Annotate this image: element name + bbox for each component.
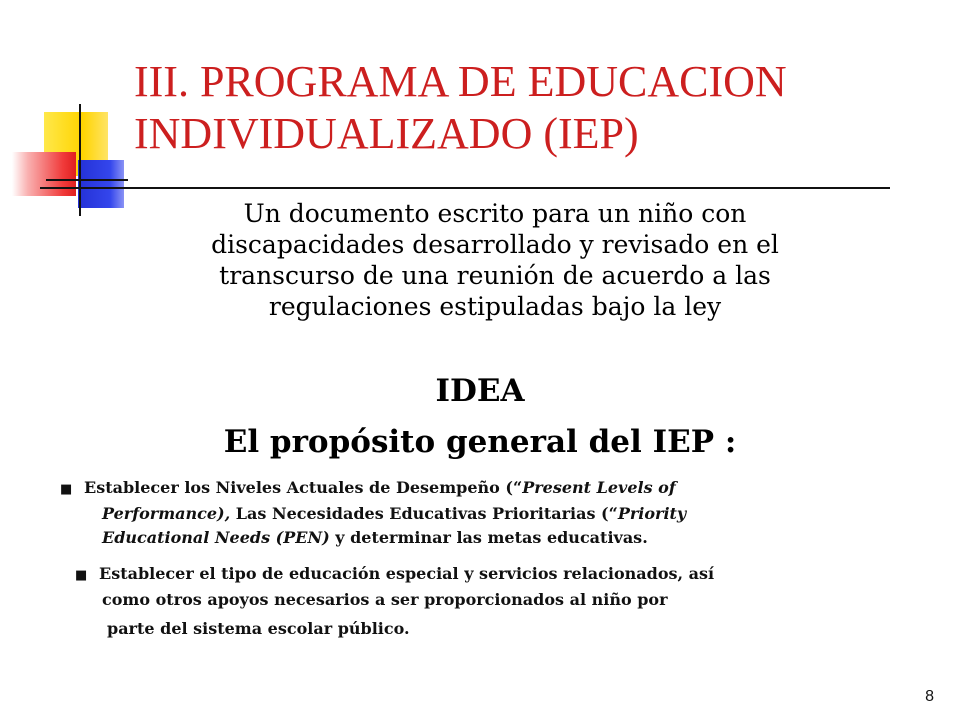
bullet-2-line-1: Establecer el tipo de educación especial y servicios relacionados, así (99, 564, 715, 583)
bullet-1-text-f: Educational Needs (PEN) (102, 528, 330, 547)
bullet-1-text-d: Las Necesidades Educativas Prioritarias (“ (230, 504, 618, 523)
title-underline (40, 187, 890, 189)
bullet-item-1 (60, 476, 686, 550)
intro-line-2: discapacidades desarrollado y revisado en el (211, 230, 779, 259)
bullet-1-text-c: Performance), (102, 504, 231, 523)
decorative-vertical-line (79, 104, 81, 216)
bullet-2-line-3: parte del sistema escolar público. (107, 619, 410, 638)
bullet-1-text-a: Establecer los Niveles Actuales de Desempeño (“ (84, 478, 523, 497)
idea-heading: IDEA (435, 373, 525, 409)
intro-line-3: transcurso de una reunión de acuerdo a las (219, 261, 771, 290)
page-number: 8 (925, 688, 934, 705)
purpose-heading: El propósito general del IEP : (223, 424, 737, 460)
bullet-square-icon: ■ (60, 482, 73, 497)
decorative-red-square (12, 152, 76, 196)
bullet-2-line-2: como otros apoyos necesarios a ser proporcionados al niño por (102, 590, 668, 609)
bullet-1-text-e: Priority (617, 504, 687, 523)
intro-paragraph (110, 198, 880, 322)
bullet-item-2 (75, 562, 714, 641)
slide-title (134, 56, 934, 160)
intro-line-1: Un documento escrito para un niño con (243, 199, 747, 228)
bullet-1-text-b: Present Levels of (522, 478, 676, 497)
intro-line-4: regulaciones estipuladas bajo la ley (268, 292, 722, 321)
bullet-1-text-g: y determinar las metas educativas. (329, 528, 648, 547)
bullet-square-icon: ■ (75, 568, 88, 583)
title-line-1: III. PROGRAMA DE EDUCACION (134, 57, 787, 106)
decorative-horizontal-line (46, 179, 128, 181)
title-line-2: INDIVIDUALIZADO (IEP) (134, 109, 639, 158)
